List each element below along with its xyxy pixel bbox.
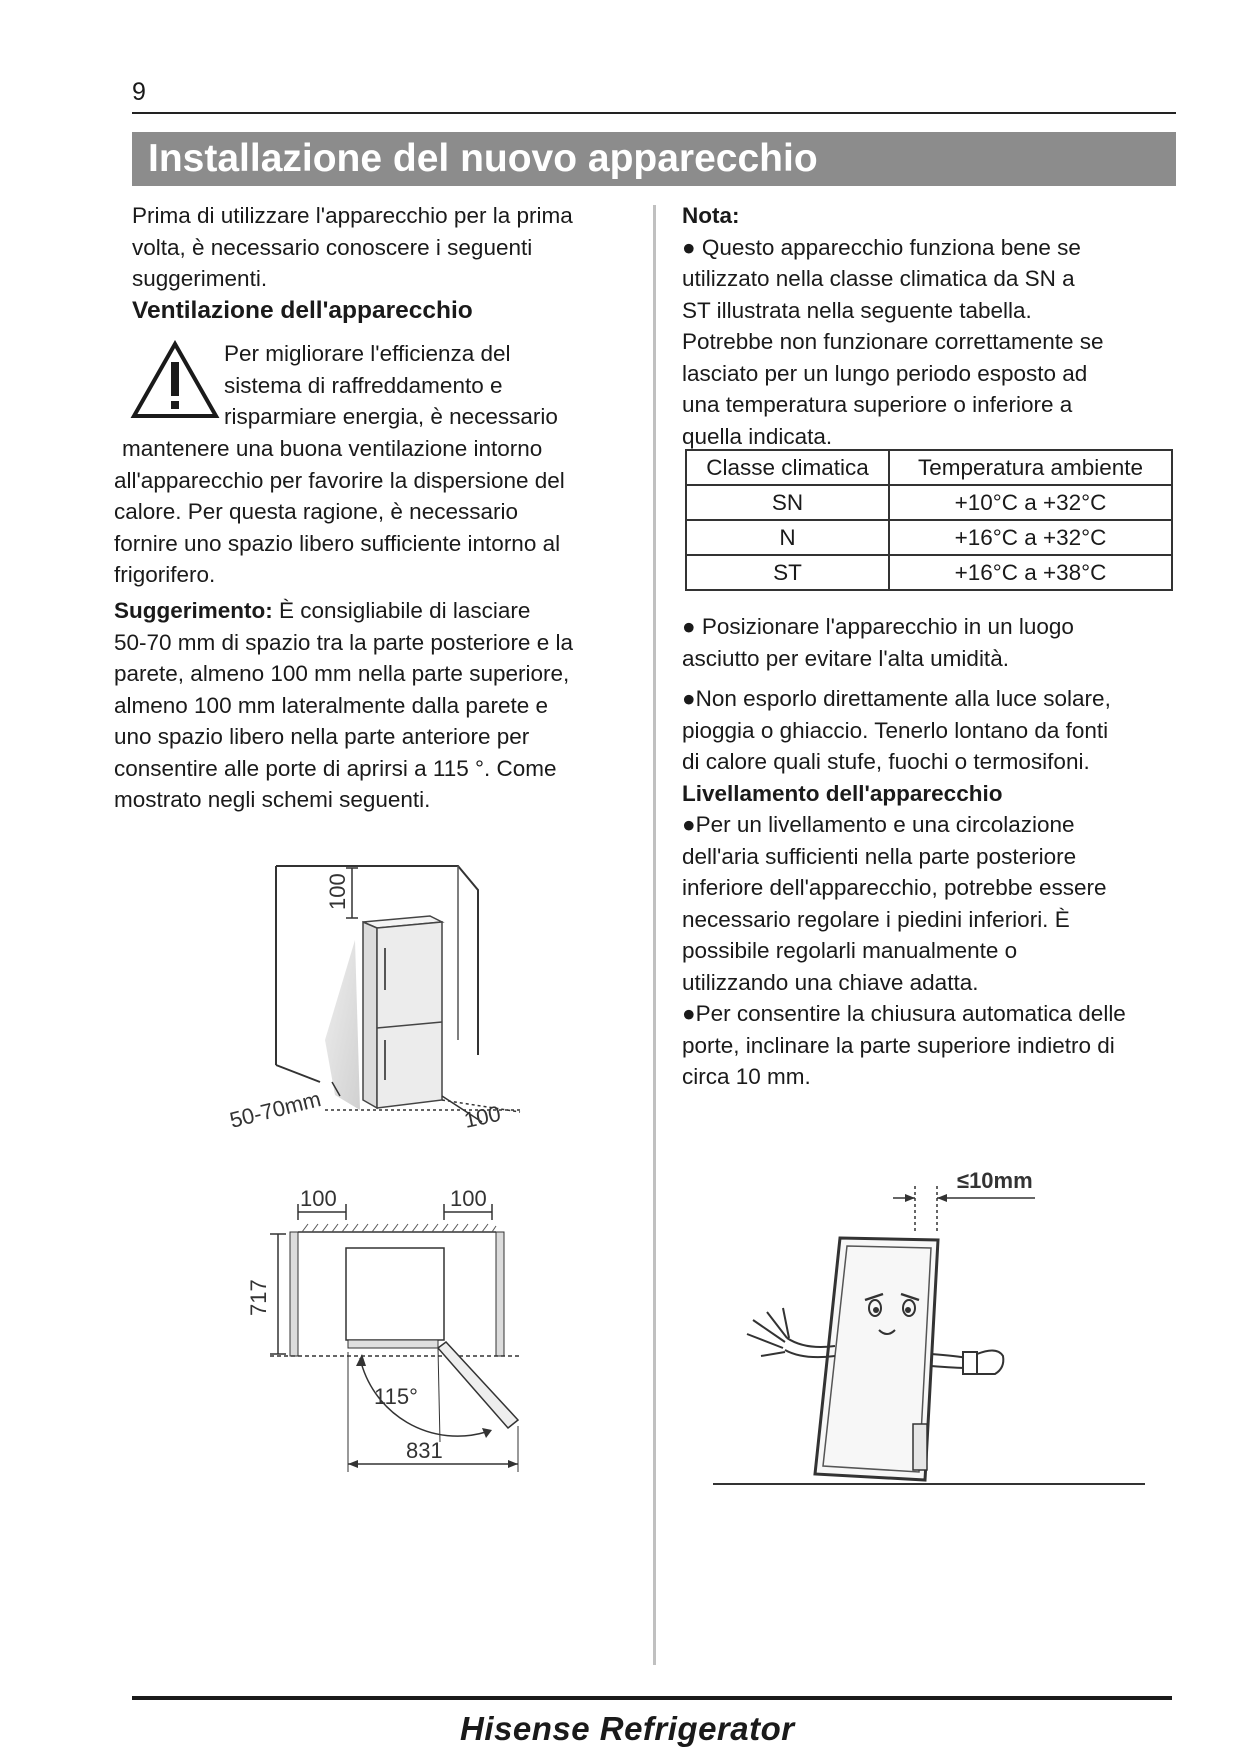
- warning-icon: [130, 340, 220, 420]
- leveling-heading: Livellamento dell'apparecchio: [682, 780, 1003, 806]
- note-section: [682, 200, 1182, 452]
- clearance-isometric-diagram: [220, 850, 550, 1140]
- text-line: ●Per consentire la chiusura automatica delle: [682, 1001, 1126, 1026]
- text-line: mantenere una buona ventilazione intorno: [122, 436, 543, 461]
- footer-rule: [132, 1696, 1172, 1700]
- text-line: inferiore dell'apparecchio, potrebbe essere: [682, 875, 1107, 900]
- intro-paragraph: [132, 200, 632, 295]
- suggestion-label: Suggerimento:: [114, 598, 273, 623]
- text-line: Potrebbe non funzionare correttamente se: [682, 329, 1104, 354]
- text-line: lasciato per un lungo periodo esposto ad: [682, 360, 1088, 386]
- table-row: [686, 555, 1172, 590]
- text-line: ● Questo apparecchio funziona bene se: [682, 234, 1081, 260]
- plan-left-clearance-label: 100: [300, 1186, 337, 1211]
- text-line: possibile regolarli manualmente o: [682, 938, 1018, 963]
- text-line: calore. Per questa ragione, è necessario: [114, 499, 518, 524]
- text-line: ST illustrata nella seguente tabella.: [682, 297, 1032, 323]
- intro-line: volta, è necessario conoscere i seguenti: [132, 234, 533, 260]
- plan-right-clearance-label: 100: [450, 1186, 487, 1211]
- table-row: [686, 520, 1172, 555]
- text-line: necessario regolare i piedini inferiori. È: [682, 906, 1070, 932]
- depth-label: 717: [246, 1279, 271, 1316]
- ventilation-paragraph-cont: [114, 433, 634, 591]
- text-line: almeno 100 mm lateralmente dalla parete e: [114, 692, 548, 718]
- text-line: uno spazio libero nella parte anteriore per: [114, 724, 530, 749]
- text-line: una temperatura superiore o inferiore a: [682, 392, 1073, 417]
- header-rule: [132, 112, 1176, 114]
- text-line: circa 10 mm.: [682, 1064, 811, 1089]
- column-divider: [653, 205, 656, 1665]
- total-width-label: 831: [406, 1438, 443, 1463]
- text-line: 50-70 mm di spazio tra la parte posteriore e la: [114, 629, 573, 655]
- text-line: asciutto per evitare l'alta umidità.: [682, 645, 1009, 671]
- text-line: Per migliorare l'efficienza del: [224, 341, 511, 366]
- door-opening-plan-diagram: [240, 1182, 530, 1472]
- text-line: parete, almeno 100 mm nella parte superiore,: [114, 661, 570, 686]
- tilt-max-label: ≤10mm: [957, 1168, 1033, 1193]
- text-line: fornire uno spazio libero sufficiente intorno al: [114, 530, 561, 556]
- page-title: Installazione del nuovo apparecchio: [132, 132, 1176, 186]
- table-row: [686, 485, 1172, 520]
- tilt-fridge-illustration: [705, 1162, 1155, 1502]
- text-line: quella indicata.: [682, 423, 833, 449]
- table-header: Temperatura ambiente: [889, 450, 1172, 485]
- page-number: 9: [132, 78, 146, 106]
- text-line: sistema di raffreddamento e: [224, 372, 503, 398]
- text-line: frigorifero.: [114, 562, 216, 587]
- side-clearance-label: 100: [461, 1100, 503, 1133]
- note-heading: Nota:: [682, 203, 740, 228]
- table-cell: +10°C a +32°C: [889, 485, 1172, 520]
- intro-line: Prima di utilizzare l'apparecchio per la prima: [132, 203, 573, 228]
- text-line: consentire alle porte di aprirsi a 115 °. Come: [114, 755, 557, 781]
- text-line: ●Non esporlo direttamente alla luce solare,: [682, 686, 1111, 711]
- ventilation-paragraph: [224, 338, 644, 433]
- text-line: porte, inclinare la parte superiore indietro di: [682, 1032, 1115, 1058]
- text-line: di calore quali stufe, fuochi o termosifoni.: [682, 749, 1090, 774]
- text-line: pioggia o ghiaccio. Tenerlo lontano da fonti: [682, 717, 1109, 743]
- placement-section: [682, 611, 1182, 1093]
- brand-footer: Hisense Refrigerator: [460, 1710, 795, 1747]
- table-cell: SN: [686, 485, 889, 520]
- text-line: risparmiare energia, è necessario: [224, 404, 558, 429]
- top-clearance-label: 100: [325, 873, 350, 910]
- table-header: Classe climatica: [686, 450, 889, 485]
- text-line: utilizzando una chiave adatta.: [682, 969, 979, 995]
- text-line: ●Per un livellamento e una circolazione: [682, 812, 1075, 837]
- intro-line: suggerimenti.: [132, 266, 268, 291]
- text-line: ● Posizionare l'apparecchio in un luogo: [682, 614, 1074, 639]
- text-line: dell'aria sufficienti nella parte posteriore: [682, 843, 1077, 869]
- door-angle-label: 115°: [374, 1384, 418, 1409]
- text-line: È consigliabile di lasciare: [272, 598, 531, 623]
- text-line: all'apparecchio per favorire la dispersione del: [114, 467, 565, 493]
- table-cell: +16°C a +38°C: [889, 555, 1172, 590]
- suggestion-paragraph: [114, 595, 644, 816]
- ventilation-heading: Ventilazione dell'apparecchio: [132, 297, 473, 324]
- text-line: utilizzato nella classe climatica da SN a: [682, 266, 1075, 291]
- table-cell: N: [686, 520, 889, 555]
- text-line: mostrato negli schemi seguenti.: [114, 787, 431, 812]
- climate-class-table: [685, 449, 1173, 591]
- table-header-row: [686, 450, 1172, 485]
- back-clearance-label: 50-70mm: [227, 1086, 324, 1133]
- table-cell: ST: [686, 555, 889, 590]
- table-cell: +16°C a +32°C: [889, 520, 1172, 555]
